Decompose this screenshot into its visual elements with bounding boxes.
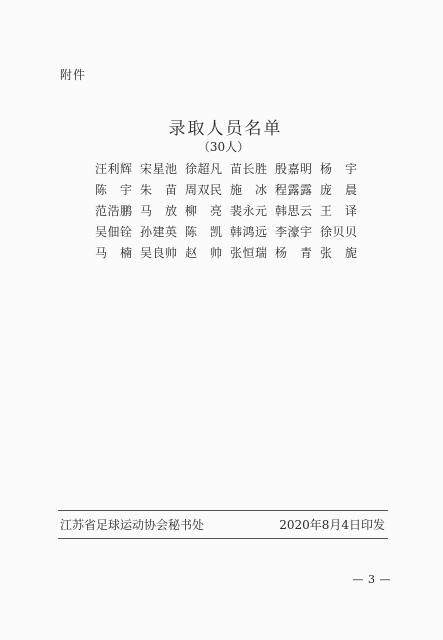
person-name: 李濠宇 bbox=[275, 225, 313, 239]
person-name: 徐超凡 bbox=[185, 162, 223, 176]
names-row bbox=[95, 200, 365, 221]
person-name: 宋星池 bbox=[140, 162, 178, 176]
person-name: 裴永元 bbox=[230, 204, 268, 218]
person-name: 赵 帅 bbox=[185, 246, 223, 260]
names-row bbox=[95, 158, 365, 179]
names-row bbox=[95, 242, 365, 263]
person-name: 施 冰 bbox=[230, 183, 268, 197]
person-name: 朱 苗 bbox=[140, 183, 178, 197]
person-name: 庞 晨 bbox=[320, 183, 358, 197]
footer-bottom-rule bbox=[58, 538, 388, 539]
issue-date: 2020年8月4日印发 bbox=[279, 518, 385, 532]
person-name: 王 译 bbox=[320, 204, 358, 218]
person-name: 殷嘉明 bbox=[275, 162, 313, 176]
person-name: 陈 凯 bbox=[185, 225, 223, 239]
person-name: 汪利辉 bbox=[95, 162, 133, 176]
person-name: 韩思云 bbox=[275, 204, 313, 218]
person-name: 徐贝贝 bbox=[320, 225, 358, 239]
issuing-organization: 江苏省足球运动协会秘书处 bbox=[60, 518, 205, 532]
names-row bbox=[95, 179, 365, 200]
admitted-names-list bbox=[95, 158, 365, 263]
person-name: 马 放 bbox=[140, 204, 178, 218]
person-name: 马 楠 bbox=[95, 246, 133, 260]
person-name: 孙建英 bbox=[140, 225, 178, 239]
person-name: 吴良帅 bbox=[140, 246, 178, 260]
person-name: 陈 宇 bbox=[95, 183, 133, 197]
document-title: 录取人员名单 bbox=[168, 119, 283, 139]
person-name: 周双民 bbox=[185, 183, 223, 197]
person-name: 柳 亮 bbox=[185, 204, 223, 218]
footer-top-rule bbox=[58, 510, 388, 511]
person-name: 苗长胜 bbox=[230, 162, 268, 176]
headcount-note: （30人） bbox=[197, 140, 250, 154]
person-name: 张 旎 bbox=[320, 246, 358, 260]
page-number: — 3 — bbox=[352, 573, 391, 586]
person-name: 程露露 bbox=[275, 183, 313, 197]
attachment-label: 附件 bbox=[60, 68, 87, 82]
person-name: 杨 青 bbox=[275, 246, 313, 260]
names-row bbox=[95, 221, 365, 242]
person-name: 张恒瑞 bbox=[230, 246, 268, 260]
person-name: 范浩鹏 bbox=[95, 204, 133, 218]
person-name: 杨 宇 bbox=[320, 162, 358, 176]
person-name: 吴佃铨 bbox=[95, 225, 133, 239]
person-name: 韩鸿远 bbox=[230, 225, 268, 239]
